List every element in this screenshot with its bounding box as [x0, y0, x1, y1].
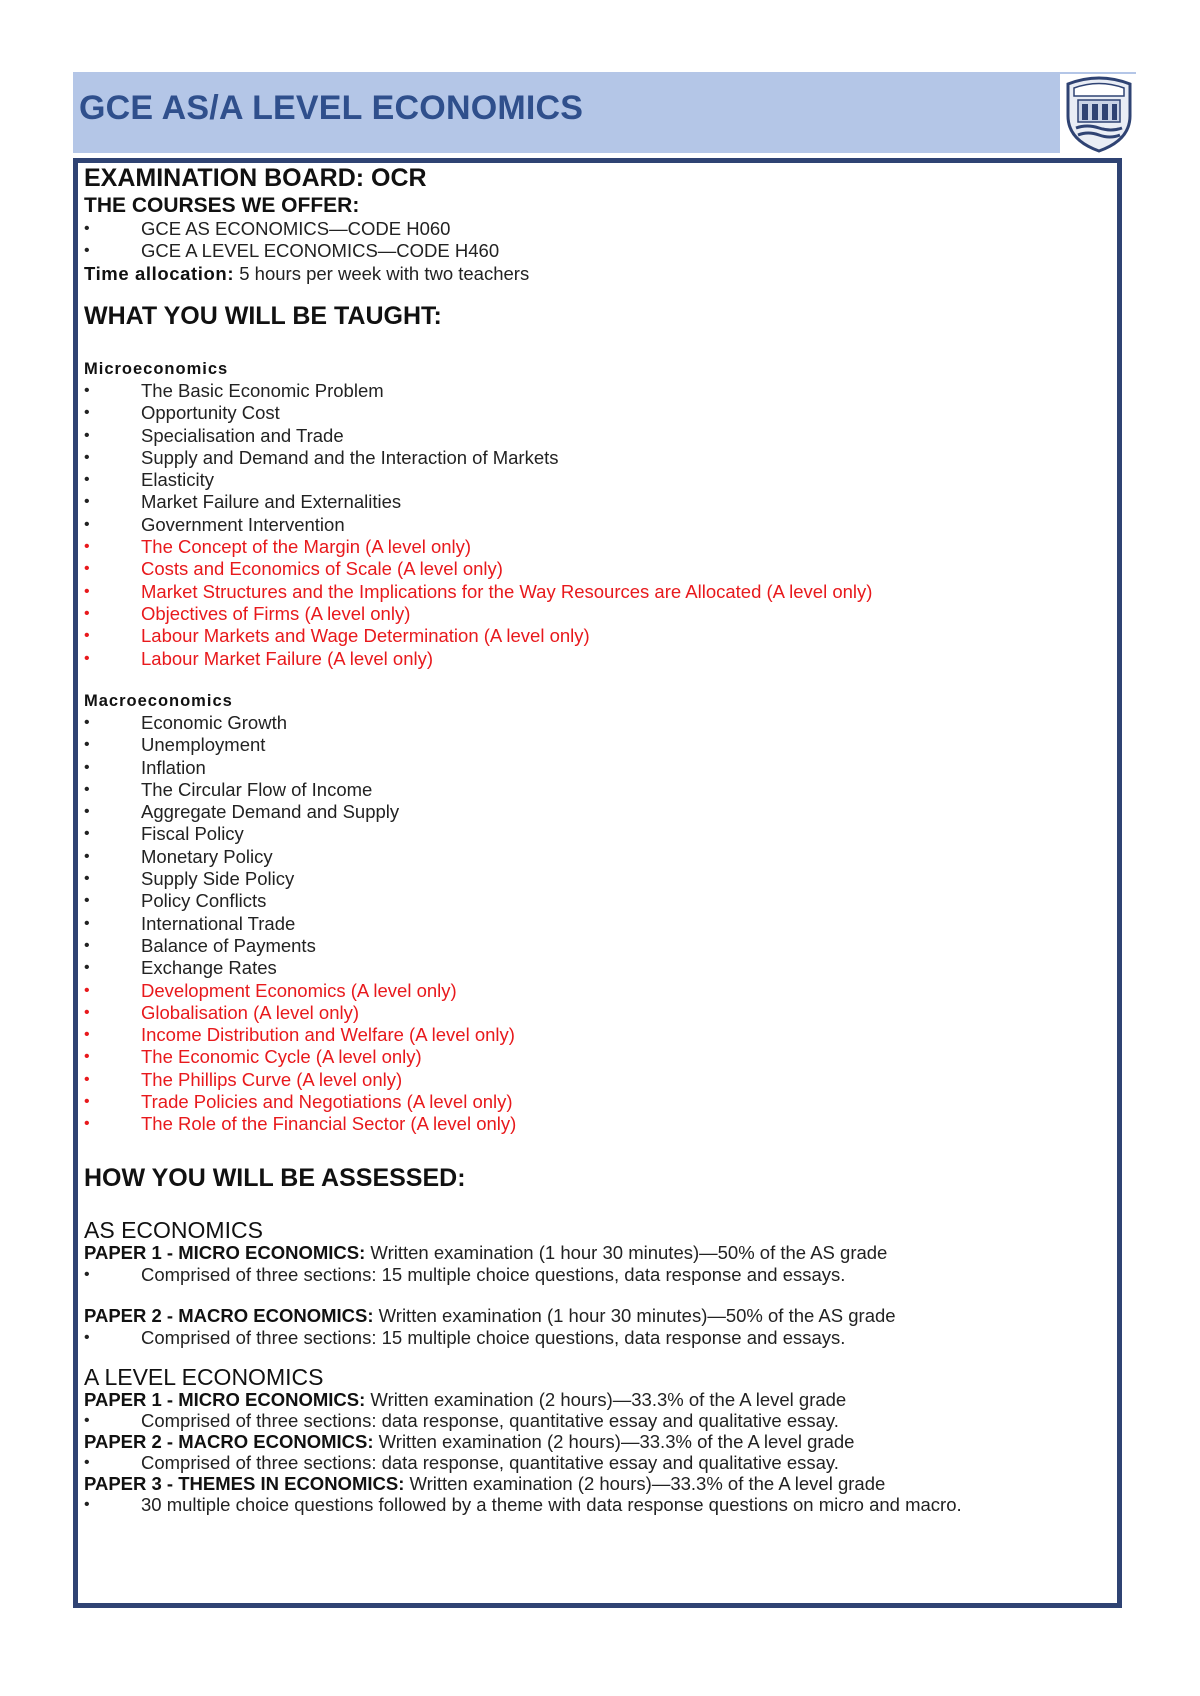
list-item: • Supply and Demand and the Interaction of Markets — [84, 447, 872, 469]
list-item: • Policy Conflicts — [84, 890, 516, 912]
as-section — [84, 1218, 896, 1349]
paper-label: PAPER 2 - MACRO ECONOMICS: — [84, 1304, 374, 1326]
as-paper-1 — [84, 1242, 896, 1264]
list-item: • Inflation — [84, 757, 516, 779]
paper-text: Written examination (1 hour 30 minutes)—50% of the AS grade — [365, 1242, 888, 1263]
list-item-a-level: • The Economic Cycle (A level only) — [84, 1046, 516, 1068]
list-item: • The Basic Economic Problem — [84, 380, 872, 402]
list-item: • Monetary Policy — [84, 846, 516, 868]
list-item: • The Circular Flow of Income — [84, 779, 516, 801]
as-heading: AS ECONOMICS — [84, 1217, 263, 1243]
taught-heading: WHAT YOU WILL BE TAUGHT: — [84, 302, 442, 330]
list-item-a-level: • Market Structures and the Implications for the Way Resources are Allocated (A level only) — [84, 581, 872, 603]
exam-board-heading: EXAMINATION BOARD: OCR — [84, 164, 427, 192]
list-item-a-level: • Globalisation (A level only) — [84, 1002, 516, 1024]
school-crest-icon — [1060, 74, 1138, 153]
list-item-a-level: • The Concept of the Margin (A level only) — [84, 536, 872, 558]
micro-section — [84, 358, 872, 670]
page-title: GCE AS/A LEVEL ECONOMICS — [79, 89, 584, 127]
list-item: • International Trade — [84, 913, 516, 935]
paper-label: PAPER 1 - MICRO ECONOMICS: — [84, 1242, 366, 1263]
list-item: • Opportunity Cost — [84, 402, 872, 424]
list-item: • 30 multiple choice questions followed by a theme with data response questions on micro and macro. — [84, 1494, 962, 1515]
list-item-a-level: • Objectives of Firms (A level only) — [84, 603, 872, 625]
a-paper-3 — [84, 1473, 962, 1494]
paper-text: Written examination (1 hour 30 minutes)—50% of the AS grade — [373, 1304, 896, 1326]
list-item: • GCE AS ECONOMICS—CODE H060 — [84, 218, 529, 240]
list-item-a-level: • Labour Market Failure (A level only) — [84, 648, 872, 670]
list-item: • Specialisation and Trade — [84, 425, 872, 447]
list-item: • Economic Growth — [84, 712, 516, 734]
list-item: • GCE A LEVEL ECONOMICS—CODE H460 — [84, 240, 529, 262]
as-paper-2 — [84, 1305, 896, 1327]
time-allocation — [84, 263, 529, 285]
a-paper-1 — [84, 1389, 962, 1410]
micro-heading: Microeconomics — [84, 360, 229, 378]
time-allocation-value: 5 hours per week with two teachers — [234, 262, 530, 284]
list-item-a-level: • Costs and Economics of Scale (A level only) — [84, 558, 872, 580]
a-level-heading: A LEVEL ECONOMICS — [84, 1364, 324, 1390]
list-item: • Market Failure and Externalities — [84, 491, 872, 513]
list-item: • Comprised of three sections: data response, quantitative essay and qualitative essay. — [84, 1452, 962, 1473]
paper-label: PAPER 2 - MACRO ECONOMICS: — [84, 1431, 374, 1452]
courses-heading: THE COURSES WE OFFER: — [84, 194, 360, 217]
list-item-a-level: • Income Distribution and Welfare (A level only) — [84, 1024, 516, 1046]
header-banner — [73, 72, 1136, 153]
intro-section — [84, 194, 529, 285]
list-item: • Supply Side Policy — [84, 868, 516, 890]
paper-text: Written examination (2 hours)—33.3% of the A level grade — [404, 1473, 886, 1494]
list-item-a-level: • The Phillips Curve (A level only) — [84, 1069, 516, 1091]
list-item-a-level: • Labour Markets and Wage Determination (A level only) — [84, 625, 872, 647]
list-item: • Elasticity — [84, 469, 872, 491]
list-item: • Comprised of three sections: 15 multiple choice questions, data response and essays. — [84, 1264, 896, 1286]
paper-text: Written examination (2 hours)—33.3% of the A level grade — [373, 1431, 855, 1452]
list-item: • Government Intervention — [84, 514, 872, 536]
list-item: • Exchange Rates — [84, 957, 516, 979]
macro-section — [84, 690, 516, 1136]
a-level-section — [84, 1365, 962, 1515]
macro-heading: Macroeconomics — [84, 692, 233, 710]
paper-label: PAPER 3 - THEMES IN ECONOMICS: — [84, 1473, 405, 1494]
list-item: • Unemployment — [84, 734, 516, 756]
list-item-a-level: • Trade Policies and Negotiations (A level only) — [84, 1091, 516, 1113]
list-item: • Balance of Payments — [84, 935, 516, 957]
a-paper-2 — [84, 1431, 962, 1452]
time-allocation-label: Time allocation: — [84, 262, 235, 284]
list-item-a-level: • Development Economics (A level only) — [84, 980, 516, 1002]
list-item: • Comprised of three sections: 15 multiple choice questions, data response and essays. — [84, 1327, 896, 1349]
paper-text: Written examination (2 hours)—33.3% of the A level grade — [365, 1389, 847, 1410]
assessed-heading: HOW YOU WILL BE ASSESSED: — [84, 1164, 466, 1192]
list-item: • Comprised of three sections: data response, quantitative essay and qualitative essay. — [84, 1410, 962, 1431]
list-item: • Fiscal Policy — [84, 823, 516, 845]
paper-label: PAPER 1 - MICRO ECONOMICS: — [84, 1389, 366, 1410]
list-item-a-level: • The Role of the Financial Sector (A level only) — [84, 1113, 516, 1135]
list-item: • Aggregate Demand and Supply — [84, 801, 516, 823]
